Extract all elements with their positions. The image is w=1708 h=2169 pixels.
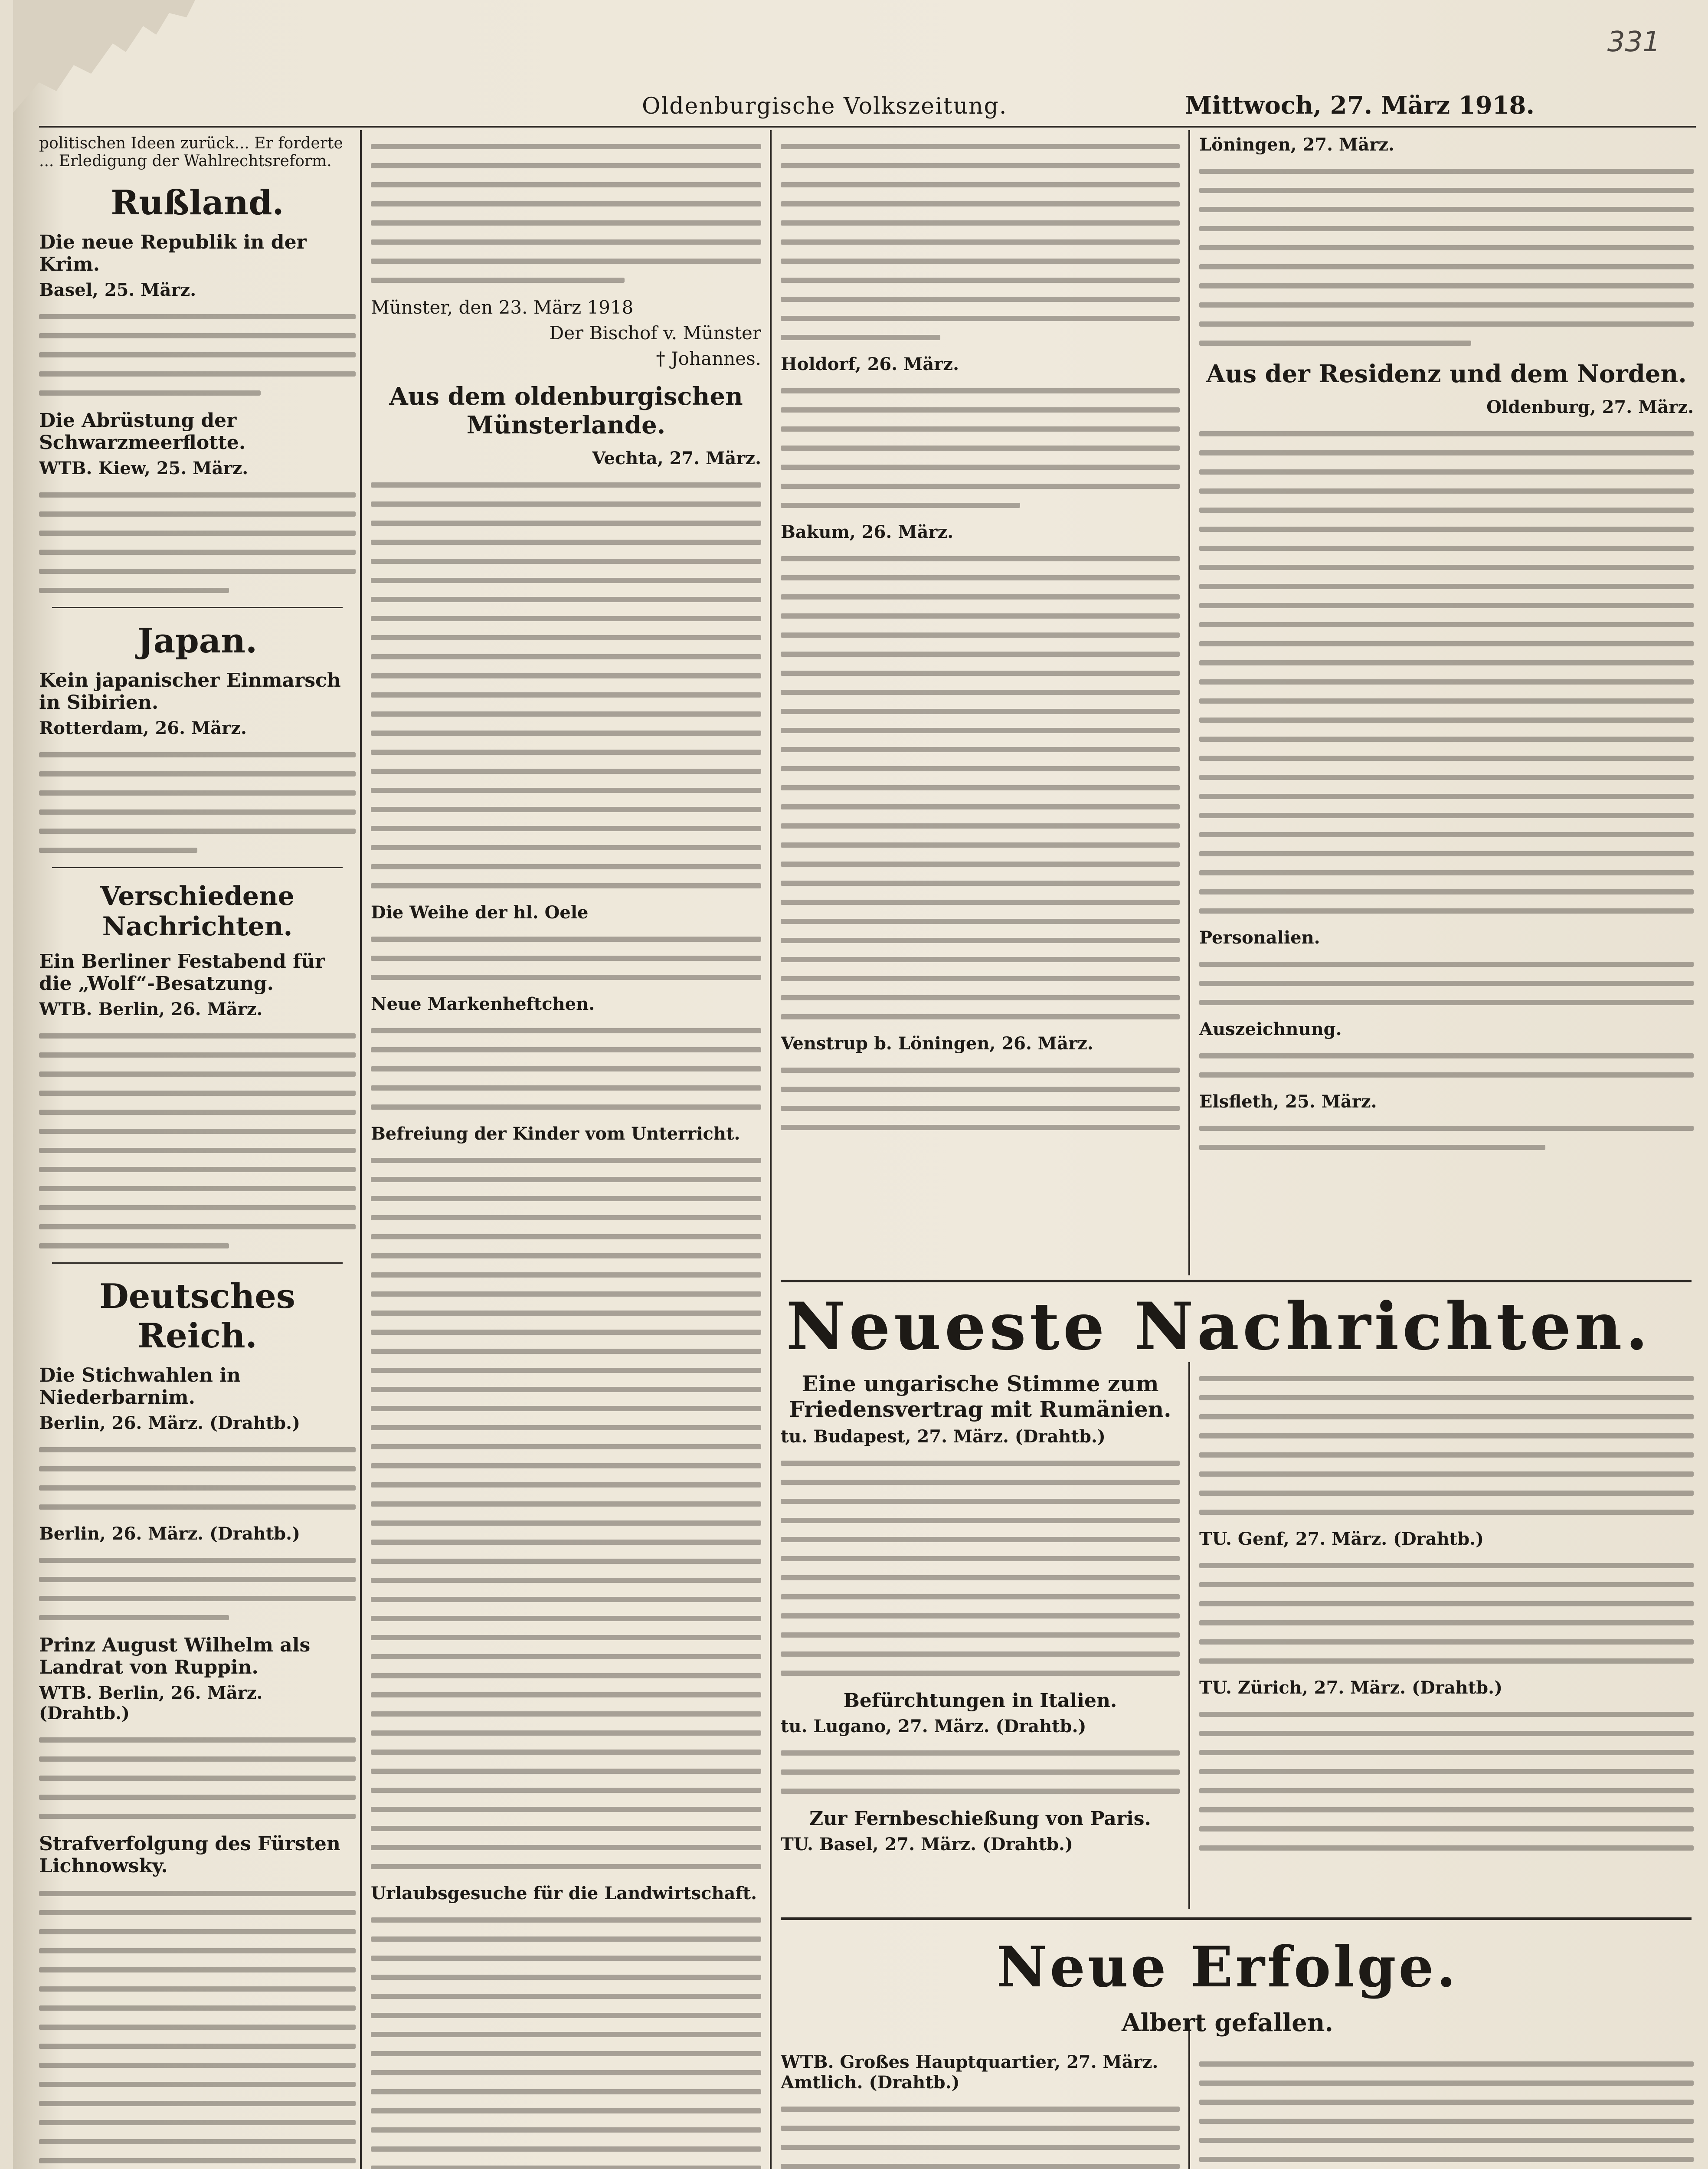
newspaper-page <box>13 0 1708 2169</box>
column-rule <box>1188 2022 1190 2169</box>
heading-deutsches-reich: Deutsches Reich. <box>99 1277 295 1356</box>
fragment-text: politischen Ideen zurück... Er forderte ... Erledigung der Wahlrechtsreform. <box>39 134 343 170</box>
section-heading: Aus dem oldenburgischen Münsterlande. <box>389 382 743 439</box>
column-rule <box>360 130 362 2169</box>
neue-erfolge-subtitle: Albert gefallen. <box>1122 2008 1333 2037</box>
article-body <box>39 1737 356 1819</box>
article-body <box>1199 1053 1694 1078</box>
heading-verschiedene-nachrichten: Verschiedene Nachrichten. <box>100 881 294 942</box>
article-body <box>1199 962 1694 1005</box>
article-lead: tu. Lugano, 27. März. (Drahtb.) <box>781 1716 1086 1737</box>
column-rule <box>1188 130 1190 1275</box>
erfolge-right-column <box>1199 2048 1694 2169</box>
article-body <box>1199 1376 1694 1515</box>
article-body <box>781 388 1180 508</box>
article-lead: tu. Budapest, 27. März. (Drahtb.) <box>781 1426 1106 1447</box>
article-body <box>371 482 761 888</box>
subheading: Die Abrüstung der Schwarzmeerflotte. <box>39 410 246 454</box>
article-body <box>1199 431 1694 914</box>
article-body <box>371 937 761 980</box>
article-body <box>1199 1712 1694 1851</box>
section-dateline: Vechta, 27. März. <box>592 448 761 469</box>
article-lead: Berlin, 26. März. (Drahtb.) <box>39 1524 300 1544</box>
article-body <box>781 1750 1180 1794</box>
article-body <box>1199 169 1694 346</box>
subheading: Kein japanischer Einmarsch in Sibirien. <box>39 669 341 714</box>
article-lead: TU. Genf, 27. März. (Drahtb.) <box>1199 1529 1484 1549</box>
article-lead: Urlaubsgesuche für die Landwirtschaft. <box>371 1883 757 1904</box>
column-rule <box>770 130 772 2169</box>
column-1 <box>39 130 356 2169</box>
article-body <box>39 1558 356 1620</box>
article-body <box>39 752 356 853</box>
article-body <box>39 314 356 396</box>
subheading: Prinz August Wilhelm als Landrat von Ruppin. <box>39 1634 311 1678</box>
article-lead: WTB. Kiew, 25. März. <box>39 458 249 478</box>
article-lead: WTB. Berlin, 26. März. <box>39 999 263 1019</box>
article-lead: Holdorf, 26. März. <box>781 354 959 374</box>
divider <box>52 867 343 868</box>
subheading: Zur Fernbeschießung von Paris. <box>809 1808 1151 1830</box>
subheading: Die neue Republik in der Krim. <box>39 231 307 275</box>
column-4 <box>1199 130 1694 1267</box>
article-lead: Die Weihe der hl. Oele <box>371 902 589 923</box>
article-lead: TU. Zürich, 27. März. (Drahtb.) <box>1199 1678 1503 1698</box>
subheading: Eine ungarische Stimme zum Friedensvertrag mit Rumänien. <box>789 1371 1171 1422</box>
article-lead: Neue Markenheftchen. <box>371 994 595 1014</box>
erfolge-left-column <box>781 2048 1180 2169</box>
signoff-1: Der Bischof v. Münster <box>549 322 761 344</box>
article-lead: Befreiung der Kinder vom Unterricht. <box>371 1124 740 1144</box>
masthead: Oldenburgische Volkszeitung. <box>642 93 1008 119</box>
article-lead: Personalien. <box>1199 927 1320 948</box>
article-body <box>371 1028 761 1110</box>
signoff-2: † Johannes. <box>656 348 761 369</box>
page-number: 331 <box>1607 26 1660 58</box>
heading-russland: Rußland. <box>111 183 284 223</box>
article-lead: WTB. Großes Hauptquartier, 27. März. Amtlich. (Drahtb.) <box>781 2052 1158 2093</box>
article-body <box>39 1447 356 1510</box>
column-rule <box>1188 1362 1190 1909</box>
column-3 <box>781 130 1180 1267</box>
neueste-nachrichten-title: Neueste Nachrichten. <box>786 1288 1652 1365</box>
article-lead: Berlin, 26. März. (Drahtb.) <box>39 1413 300 1433</box>
article-lead: Auszeichnung. <box>1199 1019 1342 1039</box>
article-lead: Bakum, 26. März. <box>781 522 954 542</box>
column-2 <box>371 130 761 2169</box>
article-lead: Rotterdam, 26. März. <box>39 718 247 738</box>
article-lead: Löningen, 27. März. <box>1199 134 1394 155</box>
subheading: Befürchtungen in Italien. <box>843 1690 1117 1712</box>
article-body <box>39 1033 356 1248</box>
subheading: Die Stichwahlen in Niederbarnim. <box>39 1364 241 1409</box>
article-body <box>781 1461 1180 1676</box>
article-body <box>1199 1126 1694 1150</box>
article-body <box>781 1068 1180 1130</box>
article-lead: Venstrup b. Löningen, 26. März. <box>781 1033 1093 1054</box>
header-rule <box>39 126 1696 128</box>
article-lead: Elsfleth, 25. März. <box>1199 1091 1377 1112</box>
heading-japan: Japan. <box>137 621 258 661</box>
article-body <box>781 556 1180 1019</box>
article-lead: TU. Basel, 27. März. (Drahtb.) <box>781 1834 1073 1854</box>
article-body <box>371 1158 761 1869</box>
article-body <box>371 144 761 283</box>
article-body <box>781 144 1180 340</box>
article-body <box>39 492 356 593</box>
subheading: Strafverfolgung des Fürsten Lichnowsky. <box>39 1833 340 1877</box>
article-body <box>371 1917 761 2169</box>
article-lead: WTB. Berlin, 26. März. (Drahtb.) <box>39 1683 263 1723</box>
neueste-left-column <box>781 1362 1180 1909</box>
article-body <box>39 1891 356 2169</box>
subheading: Ein Berliner Festabend für die „Wolf“-Besatzung. <box>39 950 325 995</box>
divider <box>52 1262 343 1264</box>
issue-date: Mittwoch, 27. März 1918. <box>1185 91 1535 120</box>
torn-corner-icon <box>13 0 195 130</box>
article-body <box>1199 2061 1694 2169</box>
section-heading: Aus der Residenz und dem Norden. <box>1206 360 1687 388</box>
divider <box>52 607 343 608</box>
signoff-place: Münster, den 23. März 1918 <box>371 297 634 318</box>
neueste-right-column <box>1199 1362 1694 1909</box>
section-rule <box>781 1917 1692 1920</box>
section-rule <box>781 1280 1692 1282</box>
article-body <box>781 2107 1180 2169</box>
article-body <box>1199 1563 1694 1664</box>
section-dateline: Oldenburg, 27. März. <box>1486 397 1694 417</box>
article-lead: Basel, 25. März. <box>39 280 196 300</box>
neue-erfolge-title: Neue Erfolge. <box>996 1935 1459 2000</box>
